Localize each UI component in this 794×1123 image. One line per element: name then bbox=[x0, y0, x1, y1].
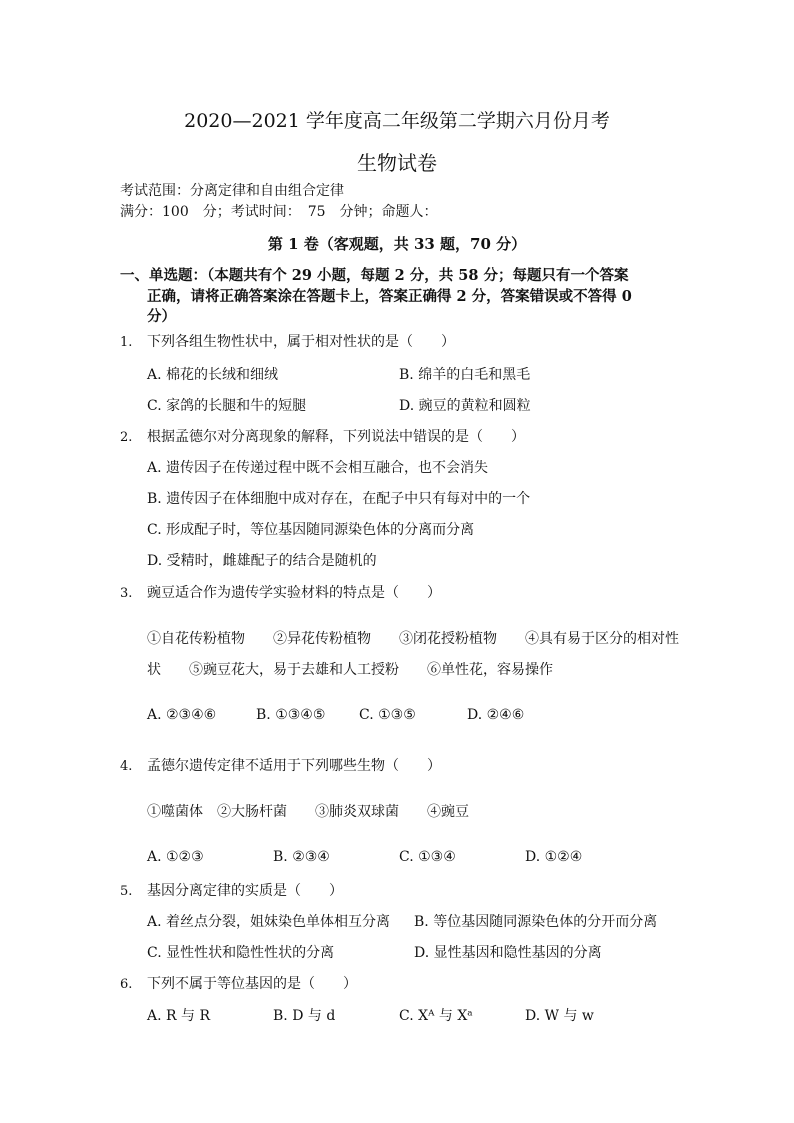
question-items-line2: 状 ⑤豌豆花大，易于去雄和人工授粉 ⑥单性花，容易操作 bbox=[147, 662, 553, 678]
option-a: A. 棉花的长绒和细绒 bbox=[147, 367, 279, 383]
section-instruction-line1: 一、单选题：（本题共有个 29 小题，每题 2 分，共 58 分；每题只有一个答案 bbox=[120, 267, 629, 284]
option-b: B. 等位基因随同源染色体的分开而分离 bbox=[414, 914, 658, 930]
question-number: 5. bbox=[120, 884, 133, 899]
option-a: A. ②③④⑥ bbox=[147, 707, 217, 723]
question-number: 6. bbox=[120, 977, 133, 992]
option-d: D. ②④⑥ bbox=[467, 707, 525, 723]
option-d: D. 受精时，雌雄配子的结合是随机的 bbox=[147, 553, 377, 569]
option-d: D. 豌豆的黄粒和圆粒 bbox=[399, 398, 531, 414]
option-d: D. ①②④ bbox=[525, 849, 583, 865]
option-d: D. W 与 w bbox=[525, 1008, 594, 1024]
section-instruction-line2: 正确，请将正确答案涂在答题卡上，答案正确得 2 分，答案错误或不答得 0 bbox=[147, 288, 632, 305]
question-number: 1. bbox=[120, 335, 133, 350]
question-items-line1: ①噬菌体 ②大肠杆菌 ③肺炎双球菌 ④豌豆 bbox=[147, 804, 469, 820]
question-stem: 孟德尔遗传定律不适用于下列哪些生物（ ） bbox=[147, 758, 441, 774]
section-title: 第 1 卷（客观题，共 33 题，70 分） bbox=[267, 235, 527, 253]
option-c: C. 家鸽的长腿和牛的短腿 bbox=[147, 398, 307, 414]
question-stem: 基因分离定律的实质是（ ） bbox=[147, 883, 343, 899]
option-b: B. 绵羊的白毛和黑毛 bbox=[399, 367, 531, 383]
exam-scope: 考试范围：分离定律和自由组合定律 bbox=[120, 183, 344, 199]
question-stem: 豌豆适合作为遗传学实验材料的特点是（ ） bbox=[147, 585, 441, 601]
option-d: D. 显性基因和隐性基因的分离 bbox=[414, 945, 602, 961]
question-number: 4. bbox=[120, 759, 133, 774]
question-number: 2. bbox=[120, 430, 133, 445]
option-c: C. ①③④ bbox=[399, 849, 456, 865]
paper-subtitle: 生物试卷 bbox=[357, 151, 437, 175]
option-a: A. 遗传因子在传递过程中既不会相互融合，也不会消失 bbox=[147, 460, 489, 476]
option-a: A. 着丝点分裂，姐妹染色单体相互分离 bbox=[147, 914, 391, 930]
option-c: C. Xᴬ 与 Xᵃ bbox=[399, 1008, 473, 1024]
question-stem: 根据孟德尔对分离现象的解释，下列说法中错误的是（ ） bbox=[147, 429, 525, 445]
section-instruction-line3: 分） bbox=[147, 308, 176, 325]
question-number: 3. bbox=[120, 586, 133, 601]
paper-title: 2020—2021 学年度高二年级第二学期六月份月考 bbox=[184, 110, 610, 132]
option-a: A. R 与 R bbox=[147, 1008, 210, 1024]
option-c: C. 显性性状和隐性性状的分离 bbox=[147, 945, 335, 961]
option-c: C. 形成配子时，等位基因随同源染色体的分离而分离 bbox=[147, 522, 475, 538]
question-items-line1: ①自花传粉植物 ②异花传粉植物 ③闭花授粉植物 ④具有易于区分的相对性 bbox=[147, 631, 679, 647]
question-stem: 下列不属于等位基因的是（ ） bbox=[147, 976, 357, 992]
exam-info: 满分：100 分；考试时间： 75 分钟；命题人： bbox=[120, 204, 438, 220]
option-a: A. ①②③ bbox=[147, 849, 204, 865]
option-b: B. D 与 d bbox=[273, 1008, 336, 1024]
option-c: C. ①③⑤ bbox=[359, 707, 416, 723]
question-stem: 下列各组生物性状中，属于相对性状的是（ ） bbox=[147, 334, 455, 350]
option-b: B. ①③④⑤ bbox=[256, 707, 326, 723]
option-b: B. ②③④ bbox=[273, 849, 330, 865]
option-b: B. 遗传因子在体细胞中成对存在，在配子中只有每对中的一个 bbox=[147, 491, 531, 507]
